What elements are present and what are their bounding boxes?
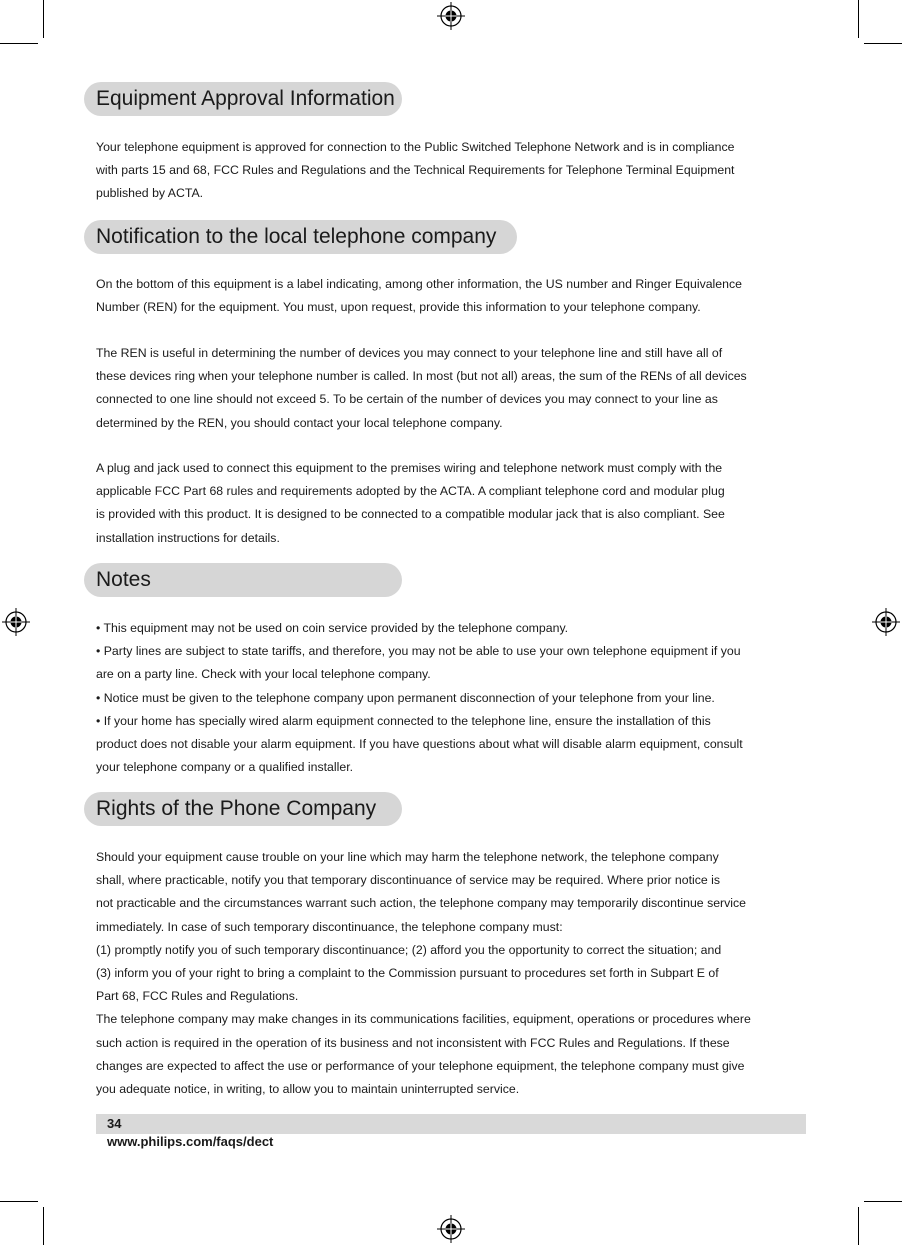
crop-mark: [0, 1201, 38, 1202]
crop-mark: [43, 1207, 44, 1245]
notes-list: • This equipment may not be used on coin service provided by the telephone company. • Party lines are subject to state tariffs, and therefore, you may not be able to use your own telephone equipment if you are on a party line. Check with your local telephone company. • Notice must be given to the telephone company upon permanent disconnection of your telephone from your line. • If your home has specially wired alarm equipment connected to the telephone line, ensure the installation of this product does not disable your alarm equipment. If you have questions about what will disable alarm equipment, consult your telephone company or a qualified installer.: [96, 617, 816, 779]
registration-mark-icon: [871, 607, 901, 637]
crop-mark: [43, 0, 44, 38]
registration-mark-icon: [1, 607, 31, 637]
section-title-notes: Notes: [84, 563, 402, 597]
paragraph: Should your equipment cause trouble on your line which may harm the telephone network, the telephone company shall, where practicable, notify you that temporary discontinuance of service may be required. Where prior notice is not practicable and the circumstances warrant such action, the telephone company may temporarily discontinue service immediately. In case of such temporary discontinuance, the telephone company must: (1) promptly notify you of such temporary discontinuance; (2) afford you the opportunity to correct the situation; and (3) inform you of your right to bring a complaint to the Commission pursuant to procedures set forth in Subpart E of Part 68, FCC Rules and Regulations. The telephone company may make changes in its communications facilities, equipment, operations or procedures where such action is required in the operation of its business and not inconsistent with FCC Rules and Regulations. If these changes are expected to affect the use or performance of your telephone equipment, the telephone company must give you adequate notice, in writing, to allow you to maintain uninterrupted service.: [96, 850, 751, 1097]
crop-mark: [864, 1201, 902, 1202]
registration-mark-icon: [436, 1, 466, 31]
crop-mark: [858, 0, 859, 38]
crop-mark: [858, 1207, 859, 1245]
footer-bar: [96, 1114, 806, 1134]
crop-mark: [864, 43, 902, 44]
crop-mark: [0, 43, 38, 44]
page-number: 34: [107, 1116, 122, 1131]
paragraph: On the bottom of this equipment is a label indicating, among other information, the US number and Ringer Equivalence Number (REN) for the equipment. You must, upon request, provide this information to your telephone company.: [96, 277, 742, 315]
list-item: • This equipment may not be used on coin service provided by the telephone company.: [96, 621, 569, 635]
paragraph: A plug and jack used to connect this equipment to the premises wiring and telephone network must comply with the applicable FCC Part 68 rules and requirements adopted by the ACTA. A compliant telephone cord and modular plug is provided with this product. It is designed to be connected to a compatible modular jack that is also compliant. See installation instructions for details.: [96, 461, 725, 545]
list-item: • Party lines are subject to state tariffs, and therefore, you may not be able to use your own telephone equipment if you: [96, 644, 741, 659]
section-title-rights: Rights of the Phone Company: [84, 792, 402, 826]
registration-mark-icon: [436, 1214, 466, 1244]
list-item: • If your home has specially wired alarm equipment connected to the telephone line, ensure the installation of this: [96, 713, 711, 728]
section-title-equipment-approval: Equipment Approval Information: [84, 82, 402, 116]
section-title-notification: Notification to the local telephone company: [84, 220, 517, 254]
paragraph: The REN is useful in determining the number of devices you may connect to your telephone line and still have all of these devices ring when your telephone number is called. In most (but not all) areas, the sum of the RENs of all devices connected to one line should not exceed 5. To be certain of the number of devices you may connect to your line as determined by the REN, you should contact your local telephone company.: [96, 346, 747, 430]
list-item: • Notice must be given to the telephone company upon permanent disconnection of your telephone from your line.: [96, 690, 715, 705]
paragraph: Your telephone equipment is approved for connection to the Public Switched Telephone Network and is in compliance with parts 15 and 68, FCC Rules and Regulations and the Technical Requirements for Telephone Terminal Equipment published by ACTA.: [96, 140, 735, 201]
footer-url: www.philips.com/faqs/dect: [107, 1134, 274, 1149]
